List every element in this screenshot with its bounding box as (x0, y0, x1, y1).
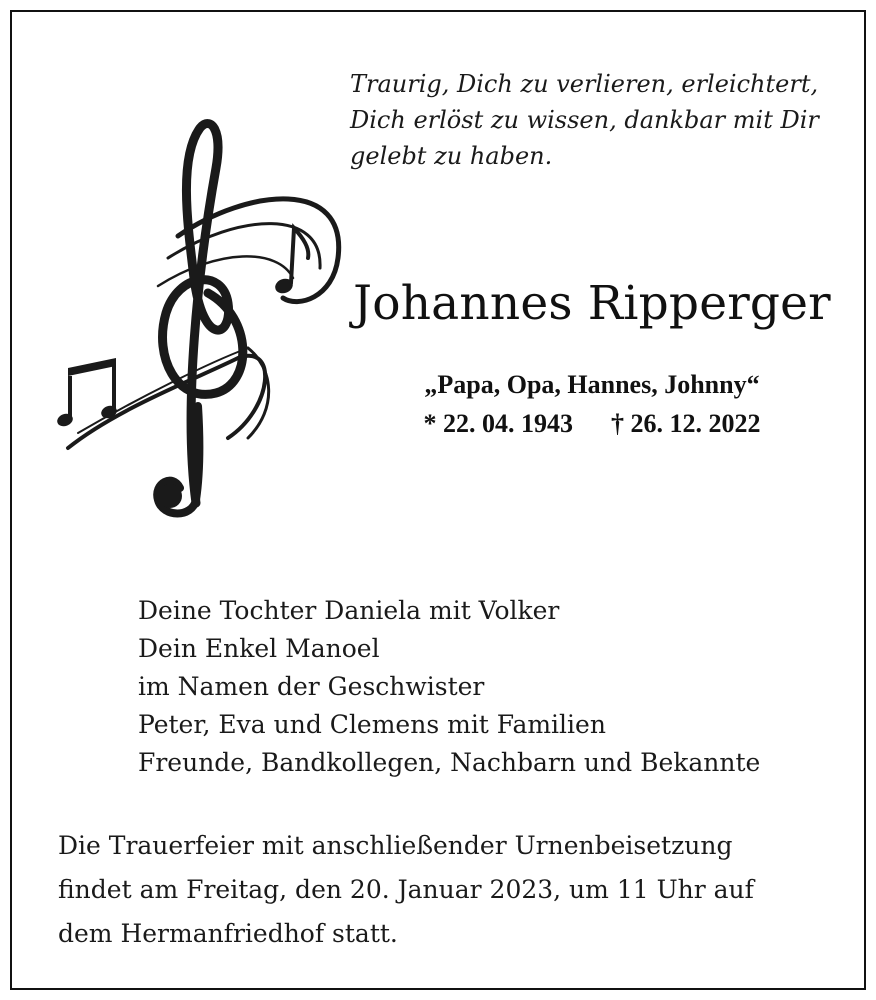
quote-line: Traurig, Dich zu verlieren, erleichtert, (350, 70, 819, 98)
mourner-line: Freunde, Bandkollegen, Nachbarn und Bekannte (138, 748, 761, 777)
obituary-frame (10, 10, 866, 990)
life-dates (352, 406, 832, 442)
birth-date: * 22. 04. 1943 (423, 409, 573, 438)
mourners-list (138, 592, 858, 782)
mourner-line: im Namen der Geschwister (138, 672, 485, 701)
mourner-line: Dein Enkel Manoel (138, 634, 380, 663)
deceased-nicknames: „Papa, Opa, Hannes, Johnny“ (424, 370, 760, 399)
beamed-notes-icon (55, 358, 118, 428)
quote-line: Dich erlöst zu wissen, dankbar mit Dir (350, 106, 819, 134)
memorial-quote (350, 66, 850, 174)
service-line: Die Trauerfeier mit anschließender Urnenbeisetzung (58, 831, 733, 860)
service-line: findet am Freitag, den 20. Januar 2023, um 11 Uhr auf (58, 875, 754, 904)
mourner-line: Deine Tochter Daniela mit Volker (138, 596, 560, 625)
service-line: dem Hermanfriedhof statt. (58, 919, 398, 948)
treble-clef-icon (48, 108, 348, 528)
death-date: † 26. 12. 2022 (611, 409, 761, 438)
funeral-service-info (58, 824, 858, 956)
quote-line: gelebt zu haben. (350, 142, 553, 170)
mourner-line: Peter, Eva und Clemens mit Familien (138, 710, 606, 739)
deceased-name: Johannes Ripperger (353, 276, 831, 331)
